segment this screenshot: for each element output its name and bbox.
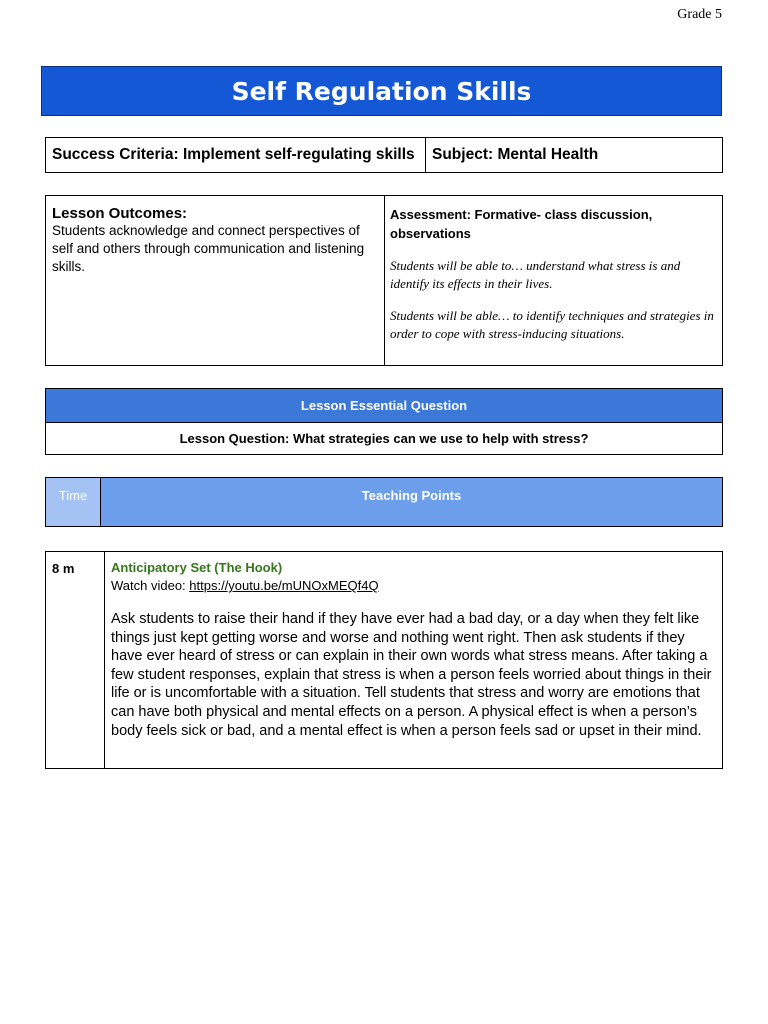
activity-heading: Anticipatory Set (The Hook): [111, 560, 283, 575]
lesson-outcomes-heading: Lesson Outcomes:: [52, 205, 188, 222]
teaching-header-table: [45, 477, 723, 527]
assessment-heading: Assessment: Formative- class discussion, observations: [390, 207, 653, 241]
activity-time: 8 m: [46, 552, 105, 769]
teaching-points-header: Teaching Points: [101, 478, 723, 527]
activity-body: Ask students to raise their hand if they have ever had a bad day, or a day when they felt like things just kept getting worse and worse and nothing went right. Then ask students if they have ever heard of stress or can explain in their own words what stress means. After taking a few student responses, explain that stress is when a person feels worried about things in their life or is uncomfortable with a situation. Tell students that stress and worry are emotions that can have both physical and mental effects on a person. A physical effect is when a person’s body feels sick or bad, and a mental effect is when a person feels sad or upset in their mind.: [111, 611, 712, 739]
subject: Subject: Mental Health: [426, 138, 723, 173]
grade-label: Grade 5: [677, 7, 722, 22]
lesson-outcomes-text: Students acknowledge and connect perspectives of self and others through communication and listening skills.: [52, 223, 365, 274]
video-link[interactable]: https://youtu.be/mUNOxMEQf4Q: [189, 578, 379, 593]
essential-question: Lesson Question: What strategies can we use to help with stress?: [46, 423, 723, 455]
video-label: Watch video:: [111, 578, 190, 593]
essential-question-heading: Lesson Essential Question: [46, 389, 723, 423]
outcomes-table: [45, 195, 723, 366]
video-line: [111, 578, 716, 593]
assessment-item-2: Students will be able… to identify techniques and strategies in order to cope with stress-inducing situations.: [390, 308, 714, 341]
page-title: Self Regulation Skills: [41, 66, 722, 116]
criteria-table: [45, 137, 723, 173]
time-header: Time: [46, 478, 101, 527]
assessment-cell: [385, 196, 723, 366]
activity-content: [105, 552, 723, 769]
activity-table: [45, 551, 723, 769]
essential-question-table: [45, 388, 723, 455]
assessment-item-1: Students will be able to… understand what stress is and identify its effects in their lives.: [390, 258, 681, 291]
success-criteria: Success Criteria: Implement self-regulating skills: [46, 138, 426, 173]
lesson-outcomes-cell: [46, 196, 385, 366]
